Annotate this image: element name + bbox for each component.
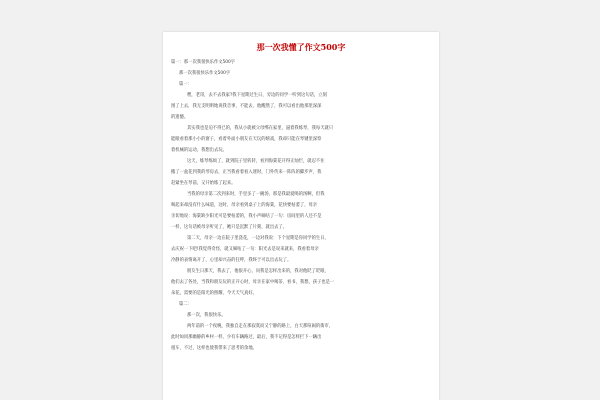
document-title: 那一次我懂了作文500字	[256, 42, 346, 52]
text-line: 搬了一盆花到我的琴房去，正当我看着看入迷时，门外传来一阵阵的脚步声，我	[171, 170, 322, 175]
text-line: 第二天，母亲一边在院子里浇花，一边对我说：下个星期是你同学的生日，	[187, 236, 329, 241]
text-line: 那一次，我很快乐。	[187, 313, 226, 318]
text-line: 当我的母亲第二次到来时，手里多了一碗汤，那是我最爱喝的汤啊，但我	[187, 192, 325, 197]
text-line: 其实我也是迫不得已的，我从小就被父母绑在家里，逼着我练琴，我每天就只	[187, 126, 334, 131]
text-line: 着机械的运动，我想出去玩。	[171, 148, 227, 153]
document-body	[171, 57, 433, 354]
text-line: 一样，这句话被母亲听见了，她只是沉默了片刻，就出去了。	[171, 225, 288, 230]
text-line: 去庆祝一下吧!我觉得奇怪，就又嘀咕了一句：阳光去是说来就来，我看着母亲	[171, 247, 319, 252]
text-line: 两年前的一个夜晚，我独自走在那寂寞而又宁静的路上，白天那喧闹的街市，	[187, 324, 334, 329]
text-line: 租车，不过，这样也使我带来了思考的余地。	[171, 346, 257, 351]
text-line: 围了上去，我无支明明地说我音事，不能去，他醒然了，我可以看出他那里深深	[171, 104, 322, 109]
text-line: 嘿，老哥，去不去我家?我下星期过生日，旁边的同学一听到这句话，立刻	[187, 93, 327, 98]
text-line: 能眼看着那小小的窗子，看着外面小朋友在天玩的嬉戏，我却只能在琴键里深察	[171, 137, 322, 142]
text-line: 篇一：那一次我很快乐作文500字	[171, 60, 236, 65]
document-page	[163, 32, 439, 400]
text-line: 篇一：	[179, 82, 192, 87]
text-line: 朋友生日那天，我去了，他很开心，问我是怎样出来的，我对他眨了眨眼，	[187, 269, 329, 274]
text-line: 那一次我很快乐作文500字	[179, 71, 231, 76]
text-line: 赶紧坐在琴前，又开始练了起来。	[171, 181, 236, 186]
text-line: 亲切地说：海棠缺少阳光可是要枯萎的，我小声嘀咕了一句：房间里的人还不是	[171, 214, 322, 219]
text-line: 篇二：	[179, 302, 192, 307]
text-line: 朵花，需要的是阳光的照耀，今天天气真好。	[171, 291, 257, 296]
text-line: 冷静的表情离开了，心里却兴奋的狂呼，我终于可以出去玩了。	[171, 258, 292, 263]
text-line: 喝起来却没有什么味道，这时，母亲看到桌子上的海棠，花快要枯萎了，母亲	[171, 203, 318, 208]
text-line: 他们去了各处，当我和朋友玩的正开心时，母亲在家中喝茶、看书，我想，孩子也是一	[171, 280, 335, 285]
text-line: 的遗憾。	[171, 115, 189, 120]
text-line: 这天，练琴练烦了，就到院子里转转，看到海棠花开得正灿烂，就忍不住	[187, 159, 325, 164]
text-line: 此时如同那幽静的乡村一样，少有车辆路过，最后，我不记得是怎样拦下一辆出	[171, 335, 322, 340]
